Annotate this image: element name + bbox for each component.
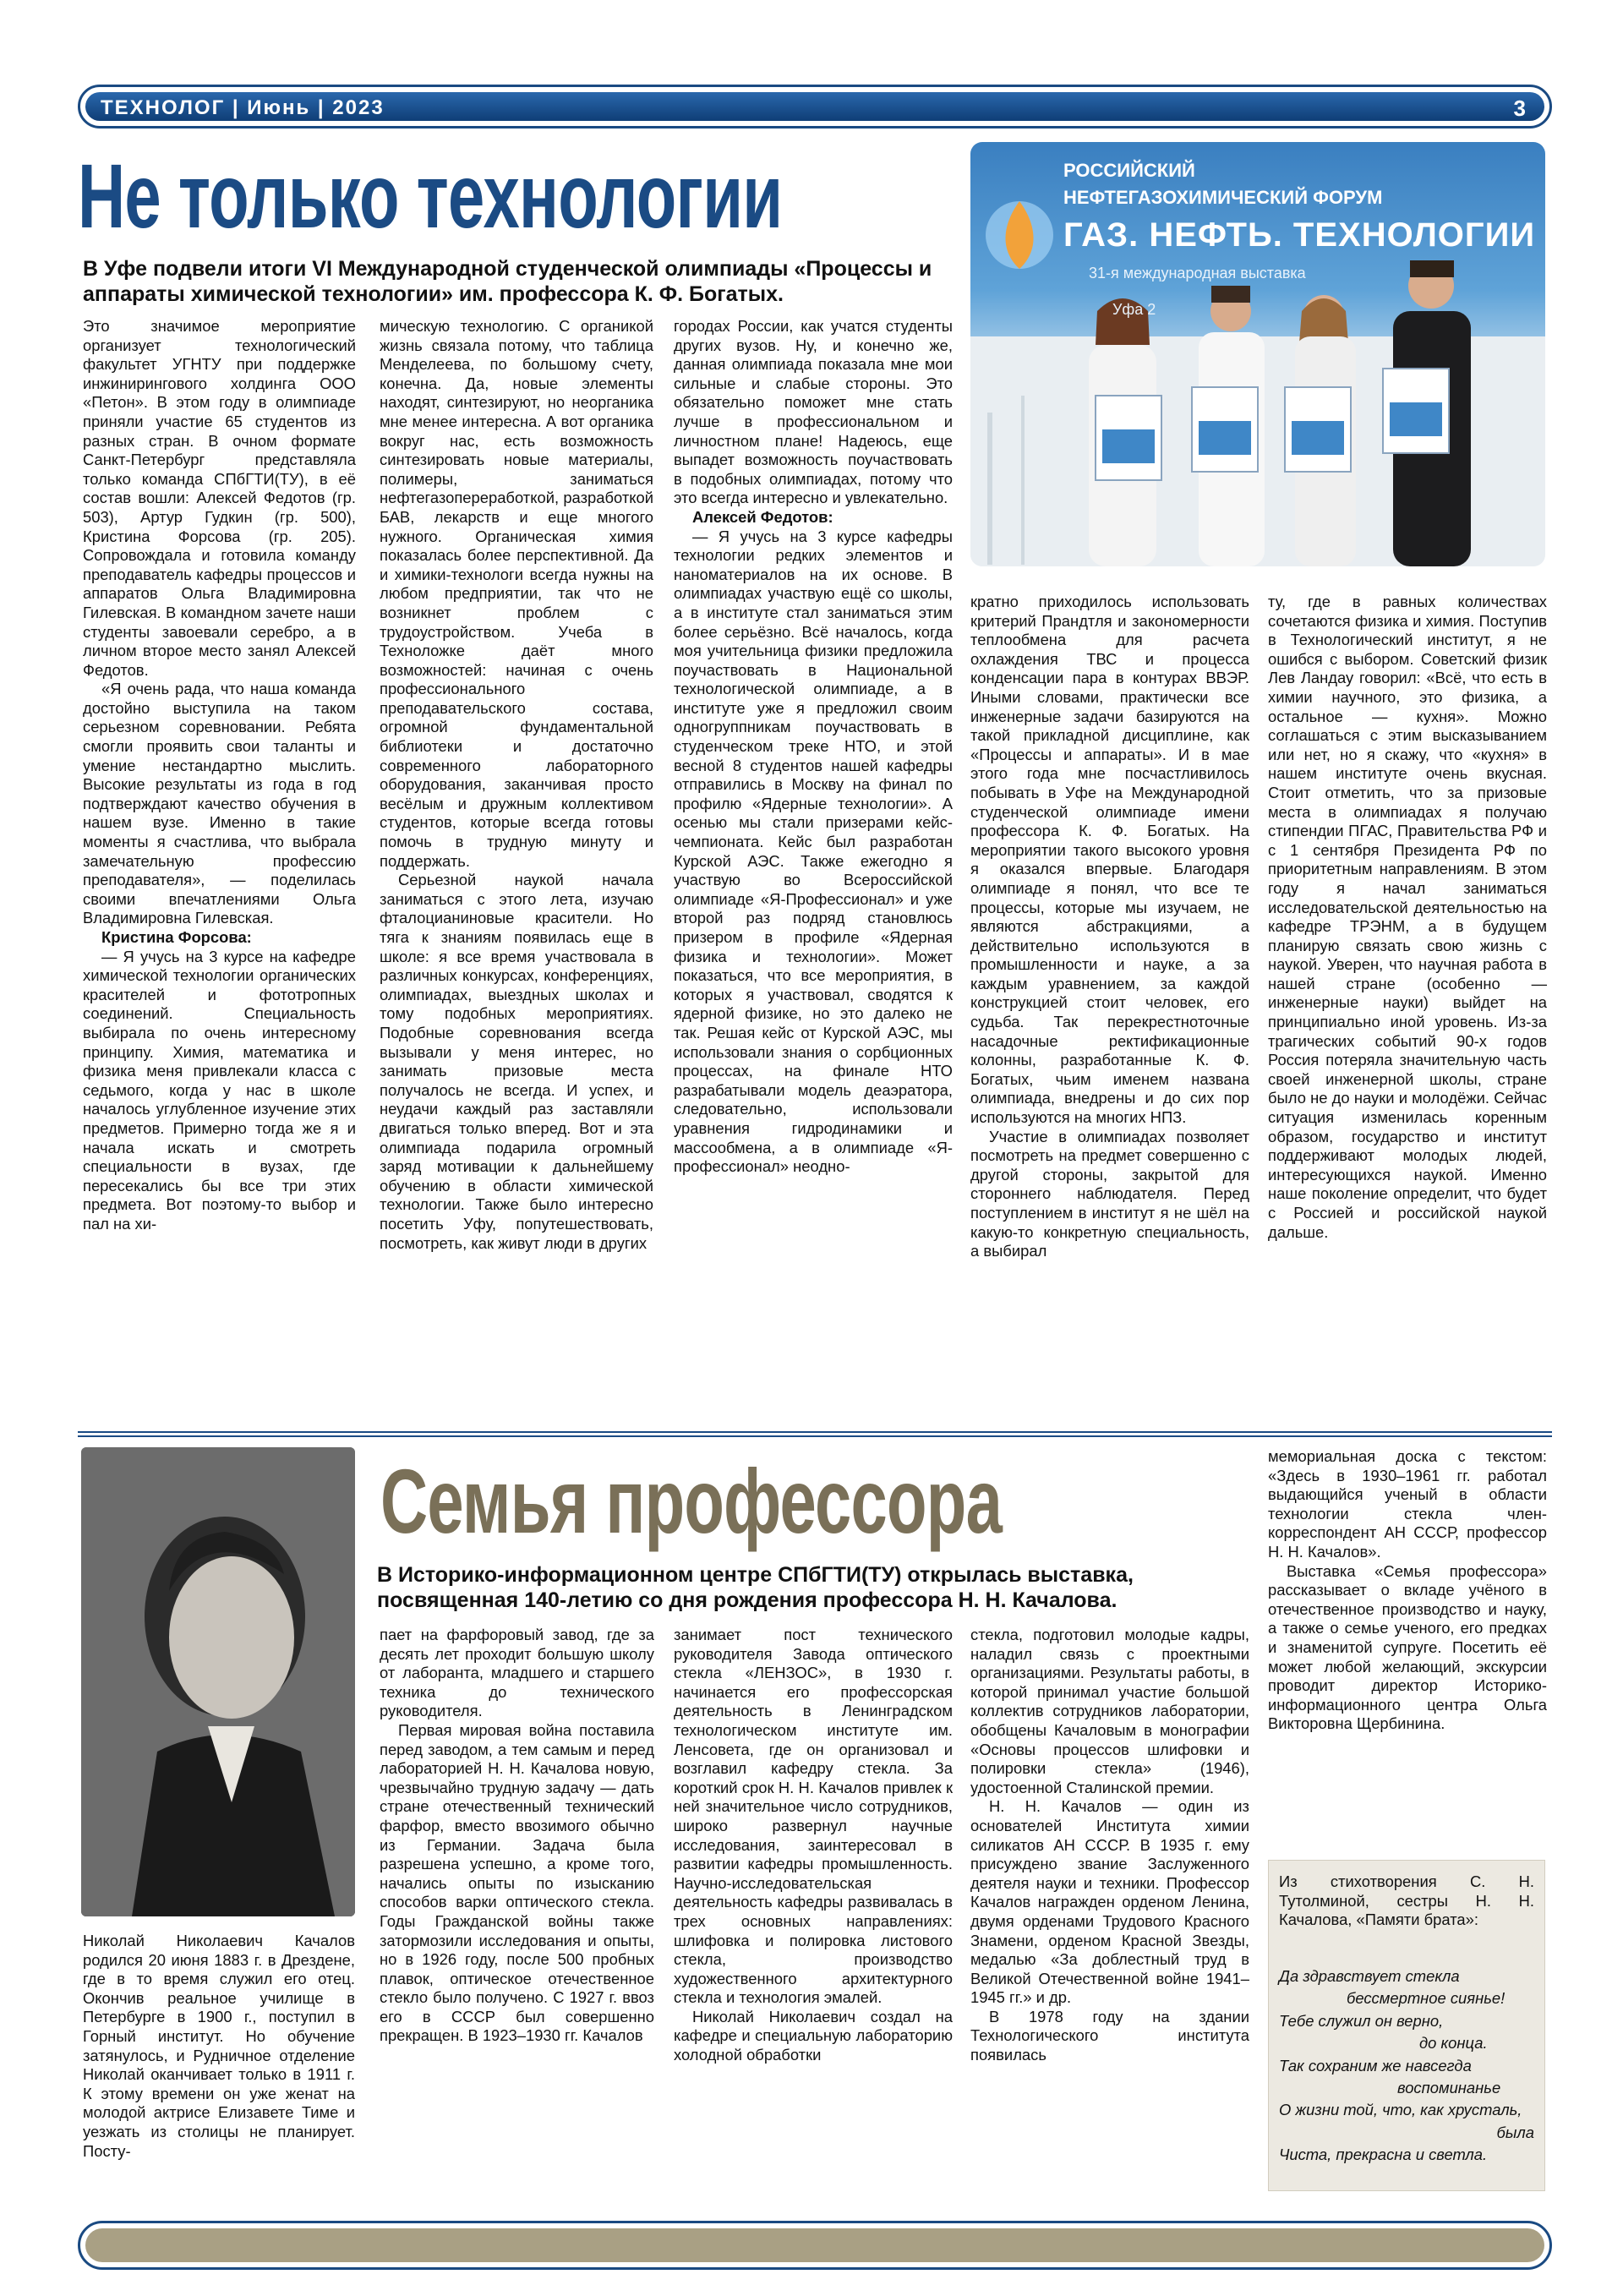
banner-sub: 31-я международная выставка [1089,265,1306,282]
poem-line: Да здравствует стекла [1279,1967,1460,1985]
paragraph: — Я учусь на 3 курсе кафедры технологии редких элементов и наноматериалов на их основе. В олимпиадах участвую ещё со школы, а в институте стал заниматься этим более серьёзно. Всё началось, когда моя учительница физики предложила поучаствовать в Национальной технологической олимпиаде, а в институте уже я предложил своим одногруппникам поучаствовать в студенческом треке НТО, и этой весной 8 студентов нашей кафедры отправились в Москву на финал по профилю «Ядерные технологии». А осенью мы стали призерами кейс-чемпионата. Кейс был разработан Курской АЭС. Также ежегодно я участвую во Всероссийской олимпиаде «Я-Профессионал» и уже второй раз подряд становлюсь призером в профиле «Ядерная физика и технологии». Может показаться, что все мероприятия, в которых я участвовал, сводятся к ядерной физике, но это далеко не так. Решая кейс от Курской АЭС, мы использовали знания о сорбционных процессах, на финале НТО разрабатывали модель деаэратора, следовательно, использовали уравнения гидродинамики и массообмена, а в олимпиаде «Я-профессионал» неодно- [674,527,953,1176]
article2-column-5 [1268,1447,1547,1734]
footer-bar [85,2228,1544,2262]
article1-column-1 [83,317,356,1234]
poem-line: была [1496,2123,1534,2141]
poem-line: воспоминанье [1397,2079,1501,2097]
header-bar [85,92,1544,121]
article2-lead: В Историко-информационном центре СПбГТИ(ТУ) открылась выставка, посвященная 140-летию со дня рождения профессора Н. Н. Качалова. [377,1563,1134,1612]
poem-box [1268,1860,1545,2191]
olympiad-photo [970,142,1545,566]
paragraph: занимает пост технического руководителя Завода оптического стекла «ЛЕНЗОС», в 1930 г. начинается его профессорская деятельность в Ленинградском технологическом институте им. Ленсовета, где он организовал и возглавил кафедру стекла. За короткий срок Н. Н. Качалов привлек к ней значительное число сотрудников, широко развернул научные исследования, заинтересовал в развитии кафедры промышленность. Научно-исследовательская деятельность кафедры развивалась в трех основных направлениях: шлифовка и полировка листового стекла, производство художественного архитектурного стекла и технология эмалей. [674,1626,953,2007]
speaker-name: Кристина Форсова: [101,928,252,946]
article1-column-2 [380,317,653,1253]
poem [1279,1965,1534,2167]
poem-intro: Из стихотворения С. Н. Тутолминой, сестры Н. Н. Качалова, «Памяти брата»: [1279,1872,1534,1929]
page-footer [78,2221,1552,2270]
paragraph: Н. Н. Качалов — один из основателей Института химии силикатов АН СССР. В 1935 г. ему присуждено звание Заслуженного деятеля науки и техники. Профессор Качалов награжден орденом Ленина, двумя орденами Трудового Красного Знамени, орденом Красной Звезды, медалью «За доблестный труд в Великой Отечественной войне 1941–1945 гг.» и др. [970,1797,1249,2007]
article2-column-2 [380,1626,654,2046]
poem-line: Так сохраним же навсегда [1279,2056,1472,2075]
paragraph: Николай Николаевич создал на кафедре и специальную лабораторию холодной обработки [674,2007,953,2064]
paragraph: Серьезной наукой начала заниматься с этого лета, изучаю фталоцианиновые красители. Но тяга к знаниям появилась еще в школе: я все время участвовала в различных конкурсах, конференциях, олимпиадах, выездных школах и тому подобных мероприятиях. Подобные соревнования всегда вызывали у меня интерес, но занимать призовые места получалось не всегда. И успех, и неудачи каждый раз заставляли двигаться только вперед. Вот и эта олимпиада подарила огромный заряд мотивации к дальнейшему обучению в области химической технологии. Также было интересно посетить Уфу, попутешествовать, посмотреть, как живут люди в других [380,871,653,1252]
article1-column-4 [970,593,1249,1261]
page-number: 3 [1513,96,1526,121]
paragraph: мическую технологию. С органикой жизнь связала потому, что таблица Менделеева, по большому счету, конечна. Да, новые элементы находят, синтезируют, но неорганика мне менее интересна. А вот органика вокруг нас, есть возможность синтезировать новые материалы, полимеры, заниматься нефтегазопереработкой, разработкой БАВ, лекарств и еще многого нужного. Органическая химия показалась более перспективной. Да и химики-технологи всегда нужны на любом предприятии, так что не возникнет проблем с трудоустройством. Учеба в Техноложке даёт много возможностей: начиная с очень профессионального преподавательского состава, огромной фундаментальной библиотеки и достаточно современного лабораторного оборудования, заканчивая просто весёлым и дружным коллективом студентов, которые всегда готовы помочь в трудную минуту и поддержать. [380,317,653,870]
article1-column-5 [1268,593,1547,1242]
paragraph: мемориальная доска с текстом: «Здесь в 1930–1961 гг. работал выдающийся ученый в области технологии стекла член-корреспондент АН СССР, профессор Н. Н. Качалов». [1268,1447,1547,1561]
paragraph: стекла, подготовил молодые кадры, наладил связь с проектными организациями. Результаты работы, в которой принимал участие большой коллектив сотрудников лаборатории, обобщены Качаловым в монографии «Основы процессов шлифовки и полировки стекла» (1946), удостоенной Сталинской премии. [970,1626,1249,1796]
speaker-name: Алексей Федотов: [692,507,833,526]
paragraph: Первая мировая война поставила перед заводом, а тем самым и перед лабораторией Н. Н. Качалова новую, чрезвычайно трудную задачу — дать стране отечественный технический фарфор, вместо ввозимого обычно из Германии. Задача была разрешена успешно, а кроме того, начались опыты по изысканию способов варки оптического стекла. Годы Гражданской войны также затормозили исследования и опыты, но в 1926 году, после 500 пробных плавок, оптическое отечественное стекло было получено. С 1927 г. ввоз его в СССР был совершенно прекращен. В 1923–1930 гг. Качалов [380,1720,654,2045]
publication-title: ТЕХНОЛОГ | Июнь | 2023 [101,96,385,119]
banner-city: Уфа 2 [1112,301,1156,318]
portrait-photo [81,1447,355,1916]
article1-lead: В Уфе подвели итоги VI Международной студенческой олимпиады «Процессы и аппараты химической технологии» им. профессора К. Ф. Богатых. [83,257,932,306]
section-divider [78,1431,1552,1437]
paragraph: городах России, как учатся студенты других вузов. Ну, и конечно же, данная олимпиада показала мне мои сильные и слабые стороны. Это обязательно поможет мне стать лучше в профессиональном и личностном плане! Надеюсь, еще выпадет возможность поучаствовать в подобных олимпиадах, потому что это всегда интересно и увлекательно. [674,317,953,507]
paragraph: Участие в олимпиадах позволяет посмотреть на предмет совершенно с другой стороны, закрытой для стороннего наблюдателя. Перед поступлением в институт я не шёл на какую-то конкретную специальность, а выбирал [970,1127,1249,1260]
article2-headline: Семья профессора [380,1450,1003,1552]
article1-headline: Не только технологии [78,145,783,247]
banner-line2: НЕФТЕГАЗОХИМИЧЕСКИЙ ФОРУМ [1063,187,1383,208]
poem-line: до конца. [1419,2034,1488,2053]
paragraph: Выставка «Семья профессора» рассказывает о вкладе учёного в отечественное производство и науку, а также о семье ученого, его предках и знаменитой супруге. Посетить её может любой желающий, экскурсии проводит директор Историко-информационного центра Ольга Викторовна Щербинина. [1268,1561,1547,1733]
banner-line1: РОССИЙСКИЙ [1063,160,1195,181]
paragraph: Николай Николаевич Качалов родился 20 июня 1883 г. в Дрездене, где в то время служил его отец. Окончив реальное училище в Петербурге в 1900 г., поступил в Горный институт. Но обучение затянулось, и Рудничное отделение Николай оканчивает только в 1911 г. К этому времени он уже женат на молодой актрисе Елизавете Тиме и уезжать из столицы не планирует. Посту- [83,1932,355,2160]
paragraph: В 1978 году на здании Технологического института появилась [970,2007,1249,2064]
page-header [78,85,1552,128]
paragraph: Это значимое мероприятие организует технологический факультет УГНТУ при поддержке инжинирингового холдинга ООО «Петон». В этом году в олимпиаде приняли участие 65 студентов из разных стран. В очном формате Санкт-Петербург представляла только команда СПбГТИ(ТУ), в её состав вошли: Алексей Федотов (гр. 503), Артур Гудкин (гр. 500), Кристина Форсова (гр. 205). Сопровождала и готовила команду преподаватель кафедры процессов и аппаратов Ольга Владимировна Гилевская. В командном зачете наши студенты завоевали серебро, а в личном второе место занял Алексей Федотов. [83,317,356,679]
paragraph: ту, где в равных количествах сочетаются физика и химия. Поступив в Технологический институт, я не ошибся с выбором. Советский физик Лев Ландау говорил: «Всё, что есть в химии научного, это физика, а остальное — кухня». Можно соглашаться с этим высказыванием или нет, но я скажу, что «кухня» в нашем институте очень вкусная. Стоит отметить, что за призовые места в олимпиадах я получаю стипендии ПГАС, Правительства РФ и с 1 сентября Президента РФ по приоритетным направлениям. В этом году я начал заниматься исследовательской деятельностью на кафедре ТРЭНМ, а в будущем планирую связать свою жизнь с наукой. Уверен, что научная работа в нашей стране (особенно — инженерные науки) выйдет на принципиально иной уровень. Из-за трагических событий 90-х годов Россия потеряла значительную часть своей инженерной школы, стране было не до науки и молодёжи. Сейчас ситуация изменилась коренным образом, государство и институт поддерживают молодых людей, интересующихся наукой. Именно наше поколение определит, что будет с Россией и российской наукой дальше. [1268,593,1547,1241]
article2-column-3 [674,1626,953,2065]
banner-main: ГАЗ. НЕФТЬ. ТЕХНОЛОГИИ [1063,216,1536,254]
poem-line: Тебе служил он верно, [1279,2011,1444,2030]
portrait-illustration [81,1447,355,1916]
article2-column-4 [970,1626,1249,2065]
paragraph: кратно приходилось использовать критерий Прандтля и закономерности теплообмена для расчета охлаждения ТВС и процесса конденсации пара в контурах ВВЭР. Иными словами, практически все инженерные задачи базируются на такой прикладной дисциплине, как «Процессы и аппараты». И в мае этого года мне посчастливилось побывать в Уфе на Международной студенческой олимпиаде имени профессора К. Ф. Богатых. На мероприятии такого высокого уровня я оказался впервые. Благодаря олимпиаде я понял, что все те процессы, которые мы изучаем, не являются абстракциями, а действительно используются в промышленности и науке, а за каждым уравнением, за каждой конструкцией стоит человек, его судьба. Так перекрестноточные насадочные ректификационные колонны, разработанные К. Ф. Богатых, чьим именем названа олимпиада, внедрены и до сих пор используются на многих НПЗ. [970,593,1249,1127]
article1-column-3 [674,317,953,1177]
paragraph: пает на фарфоровый завод, где за десять лет проходит большую школу от лаборанта, младшего и старшего техника до технического руководителя. [380,1626,654,1720]
paragraph: «Я очень рада, что наша команда достойно выступила на таком серьезном соревновании. Ребята смогли проявить свои таланты и умение нестандартно мыслить. Высокие результаты из года в год подтверждают качество обучения в нашем вузе. Именно в такие моменты я счастлива, что выбрала замечательную профессию преподавателя», — поделилась своими впечатлениями Ольга Владимировна Гилевская. [83,680,356,927]
article2-column-1 [83,1932,355,2161]
poem-line: бессмертное сиянье! [1347,1989,1506,2008]
poem-line: О жизни той, что, как хрусталь, [1279,2101,1522,2119]
paragraph: — Я учусь на 3 курсе на кафедре химической технологии органических красителей и фототропных соединений. Специальность выбирала по очень интересному принципу. Химия, математика и физика меня привлекали класса с седьмого, когда у нас в школе началось углубленное изучение этих предметов. Примерно тогда же я и начала искать и смотреть специальности в вузах, где пересекались бы все три этих предмета. Вот поэтому-то выбор и пал на хи- [83,947,356,1233]
poem-line: Чиста, прекрасна и светла. [1279,2146,1488,2164]
